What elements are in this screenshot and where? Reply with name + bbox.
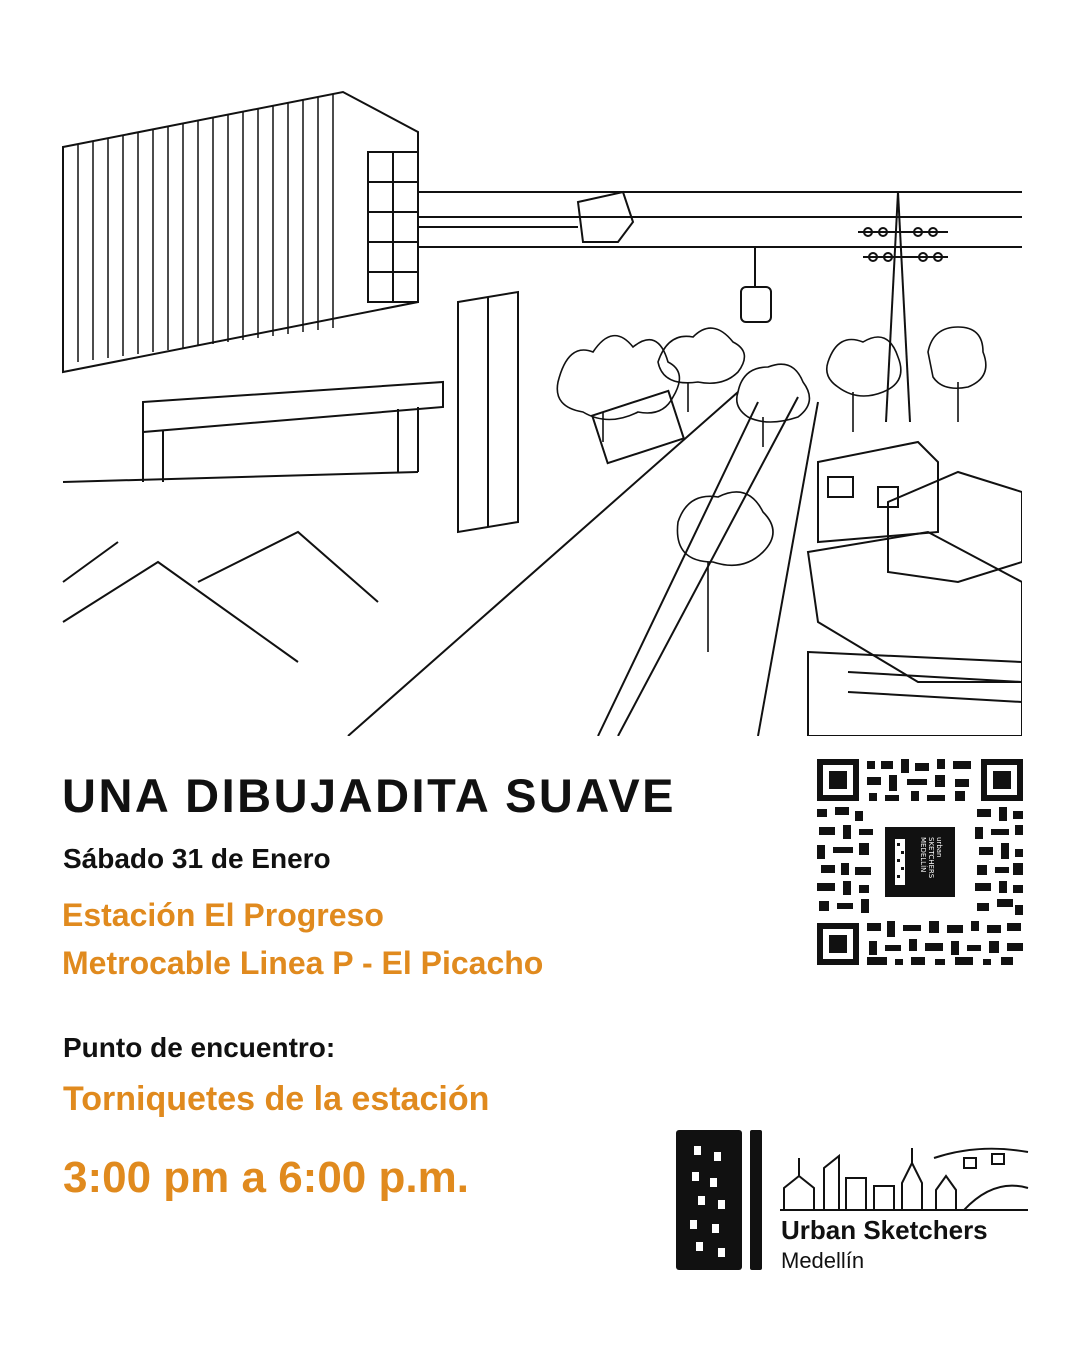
event-station: Estación El Progreso [62,897,384,933]
event-time: 3:00 pm a 6:00 p.m. [63,1153,469,1202]
meeting-point-label: Punto de encuentro: [63,1032,336,1063]
event-title: UNA DIBUJADITA SUAVE [62,769,677,822]
organizer-name: Urban Sketchers [781,1215,988,1245]
qr-logo-line3: MEDELLÍN [919,837,927,873]
event-date: Sábado 31 de Enero [63,843,331,874]
qr-logo-line2: SKETCHERS [927,837,935,879]
qr-code-icon [815,757,1025,967]
sketch-illustration [58,62,1022,736]
qr-code[interactable] [815,757,1025,967]
qr-logo-line1: urban [935,837,943,858]
meeting-point-place: Torniquetes de la estación [63,1080,490,1118]
organizer-city: Medellín [781,1248,865,1273]
metrocable-station-sketch [58,62,1022,736]
event-line: Metrocable Linea P - El Picacho [62,945,544,981]
